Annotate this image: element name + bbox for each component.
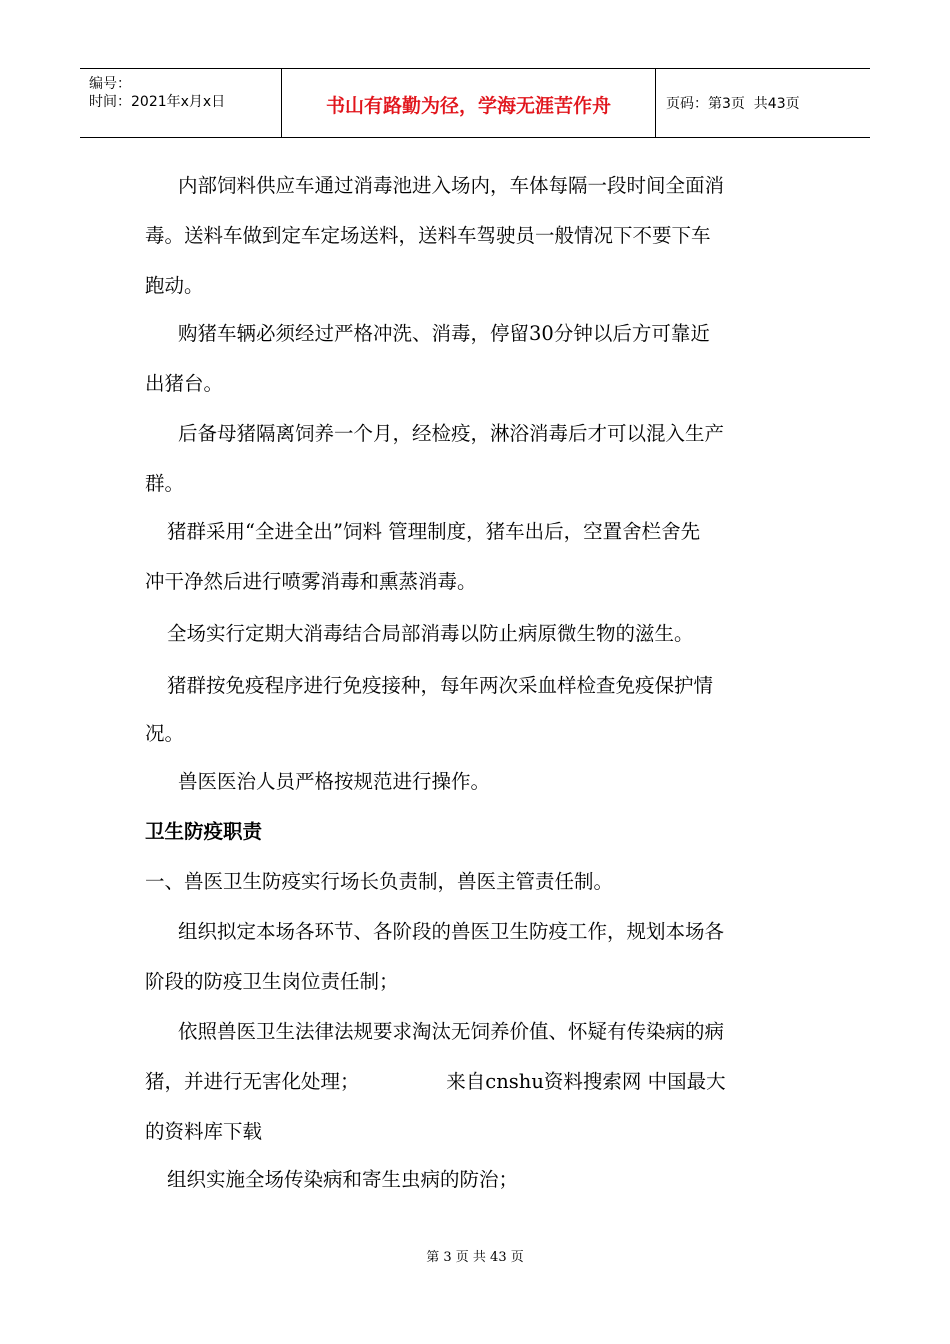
body-line: 后备母猪隔离饲养一个月，经检疫，淋浴消毒后才可以混入生产	[178, 422, 725, 445]
body-line: 况。	[145, 722, 185, 745]
body-line: 内部饲料供应车通过消毒池进入场内，车体每隔一段时间全面消	[178, 174, 725, 197]
body-line: 毒。送料车做到定车定场送料，送料车驾驶员一般情况下不要下车	[145, 224, 711, 247]
body-line: 猪群按免疫程序进行免疫接种，每年两次采血样检查免疫保护情	[167, 674, 714, 697]
body-line: 组织实施全场传染病和寄生虫病的防治；	[167, 1168, 519, 1191]
body-line: 一、兽医卫生防疫实行场长负责制，兽医主管责任制。	[145, 870, 614, 893]
header-meta-cell	[80, 69, 282, 137]
body-line: 群。	[145, 472, 185, 495]
body-line: 冲干净然后进行喷雾消毒和熏蒸消毒。	[145, 570, 477, 593]
body-line: 依照兽医卫生法律法规要求淘汰无饲养价值、怀疑有传染病的病	[178, 1020, 725, 1043]
document-number-label: 编号：	[89, 76, 131, 92]
body-line: 阶段的防疫卫生岗位责任制；	[145, 970, 399, 993]
body-line: 的资料库下载	[145, 1120, 263, 1143]
header-motto-cell	[282, 69, 656, 137]
body-line: 全场实行定期大消毒结合局部消毒以防止病原微生物的滋生。	[167, 622, 694, 645]
body-line: 兽医医治人员严格按规范进行操作。	[178, 770, 491, 793]
body-line: 猪群采用“全进全出”饲料 管理制度，猪车出后，空置舍栏舍先	[167, 520, 701, 543]
body-line: 跑动。	[145, 274, 204, 297]
body-line: 出猪台。	[145, 372, 224, 395]
page-header	[80, 68, 870, 138]
body-line: 组织拟定本场各环节、各阶段的兽医卫生防疫工作，规划本场各	[178, 920, 725, 943]
header-motto: 书山有路勤为径，学海无涯苦作舟	[325, 95, 611, 117]
section-heading: 卫生防疫职责	[145, 820, 263, 843]
body-line: 猪，并进行无害化处理； 来自cnshu资料搜索网 中国最大	[145, 1070, 726, 1093]
body-line: 购猪车辆必须经过严格冲洗、消毒，停留30分钟以后方可靠近	[178, 322, 710, 345]
header-page-cell	[656, 69, 870, 137]
page-footer: 第 3 页 共 43 页	[426, 1250, 524, 1265]
document-date: 时间：2021年x月x日	[89, 94, 226, 110]
header-page-info: 页码：第3页 共43页	[666, 96, 800, 112]
